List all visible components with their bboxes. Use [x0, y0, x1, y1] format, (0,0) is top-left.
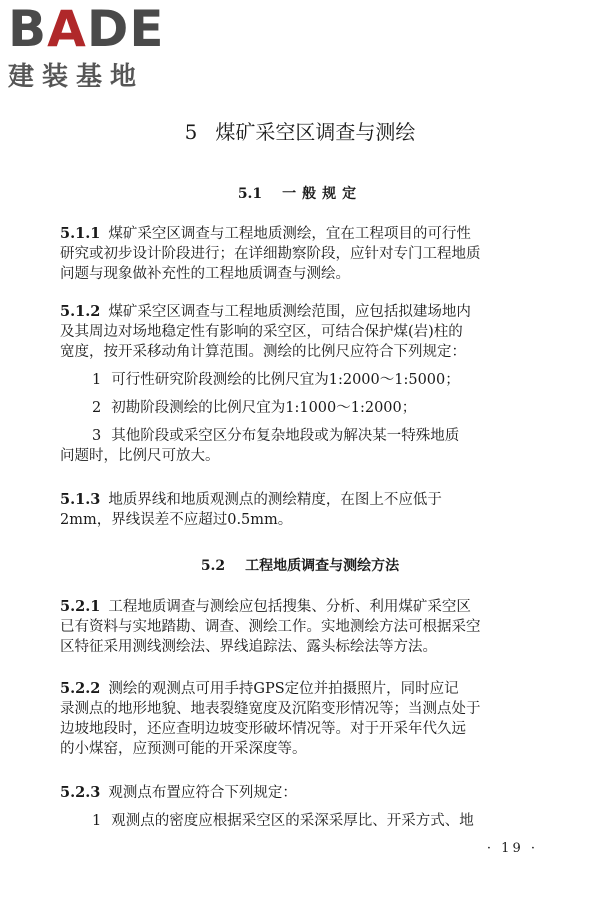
clause-number: 5.1.3 [60, 491, 101, 508]
paragraph-line: 5.2.2 测绘的观测点可用手持GPS定位并拍摄照片，同时应记 [60, 680, 459, 697]
paragraph-line: 问题与现象做补充性的工程地质调查与测绘。 [60, 266, 350, 282]
paragraph-line: 研究或初步设计阶段进行；在详细勘察阶段，应针对专门工程地质 [60, 246, 481, 262]
paragraph-line: 及其周边对场地稳定性有影响的采空区，可结合保护煤(岩)柱的 [60, 324, 463, 340]
paragraph-line: 录测点的地形地貌、地表裂缝宽度及沉陷变形情况等；当测点处于 [60, 701, 481, 717]
list-item: 1 观测点的密度应根据采空区的采深采厚比、开采方式、地 [92, 813, 474, 829]
page-number: · 19 · [486, 841, 538, 856]
clause-5-2-1 [60, 597, 542, 657]
section-heading-5-1 [0, 184, 600, 204]
clause-number: 5.2.3 [60, 784, 101, 801]
section-number: 5.1 [237, 186, 263, 202]
list-item: 1 可行性研究阶段测绘的比例尺宜为1:2000～1:5000； [92, 372, 460, 388]
paragraph-line: 5.2.3 观测点布置应符合下列规定： [60, 784, 297, 801]
section-title-text: 工程地质调查与测绘方法 [245, 558, 400, 574]
clause-number: 5.1.1 [60, 225, 101, 242]
paragraph-line: 问题时，比例尺可放大。 [60, 448, 220, 464]
paragraph-line: 2mm，界线误差不应超过0.5mm。 [60, 512, 293, 528]
item-number: 1 [92, 372, 102, 388]
paragraph-line: 5.1.1 煤矿采空区调查与工程地质测绘，宜在工程项目的可行性 [60, 225, 471, 242]
paragraph-line: 宽度，按开采移动角计算范围。测绘的比例尺应符合下列规定： [60, 344, 466, 360]
clause-5-2-3 [60, 783, 542, 831]
logo-tagline: 建装基地 [8, 62, 145, 92]
item-number: 1 [92, 813, 102, 829]
paragraph-line: 边坡地段时，还应查明边坡变形破坏情况等。对于开采年代久远 [60, 721, 466, 737]
bade-logo [8, 2, 178, 94]
chapter-title-text: 煤矿采空区调查与测绘 [215, 120, 416, 144]
list-item: 3 其他阶段或采空区分布复杂地段或为解决某一特殊地质 [92, 428, 460, 444]
section-number: 5.2 [200, 558, 226, 574]
clause-number: 5.1.2 [60, 303, 101, 320]
item-number: 2 [92, 400, 102, 416]
clause-5-1-1 [60, 224, 542, 284]
paragraph-line: 5.1.2 煤矿采空区调查与工程地质测绘范围，应包括拟建场地内 [60, 303, 471, 320]
section-title-text: 一般规定 [282, 186, 363, 202]
clause-5-1-2 [60, 302, 542, 466]
item-number: 3 [92, 428, 102, 444]
clause-5-1-3 [60, 490, 542, 530]
paragraph-line: 5.2.1 工程地质调查与测绘应包括搜集、分析、利用煤矿采空区 [60, 598, 471, 615]
clause-number: 5.2.2 [60, 680, 101, 697]
clause-number: 5.2.1 [60, 598, 101, 615]
paragraph-line: 已有资料与实地踏勘、调查、测绘工作。实地测绘方法可根据采空 [60, 619, 481, 635]
clause-5-2-2 [60, 679, 542, 759]
section-heading-5-2 [0, 556, 600, 576]
logo-wordmark: BADE [8, 0, 165, 58]
list-item: 2 初勘阶段测绘的比例尺宜为1:1000～1:2000； [92, 400, 417, 416]
chapter-number: 5 [184, 120, 198, 144]
chapter-title [0, 118, 600, 146]
paragraph-line: 的小煤窑，应预测可能的开采深度等。 [60, 741, 307, 757]
paragraph-line: 5.1.3 地质界线和地质观测点的测绘精度，在图上不应低于 [60, 491, 442, 508]
paragraph-line: 区特征采用测线测绘法、界线追踪法、露头标绘法等方法。 [60, 639, 437, 655]
